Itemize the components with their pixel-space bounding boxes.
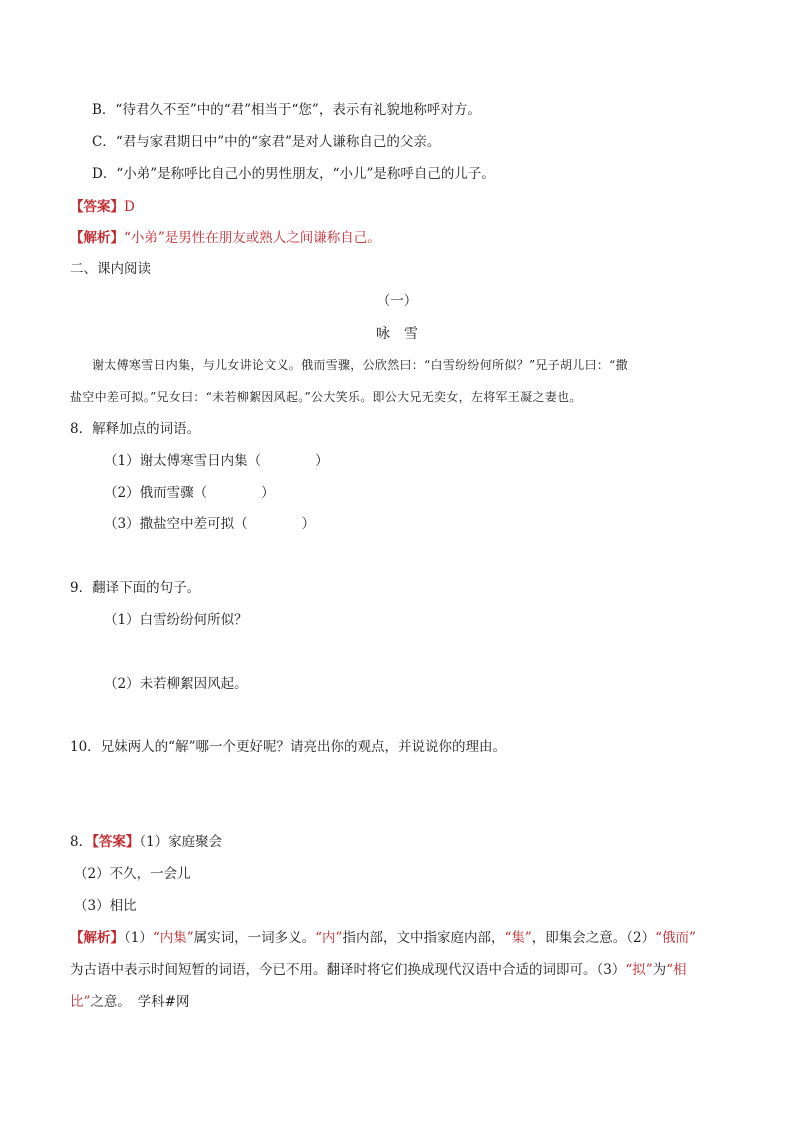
question-8-item-2: （2）俄而雪骤（ ）	[104, 485, 275, 501]
section-title: 二、课内阅读	[70, 261, 151, 277]
question-8-item-1: （1）谢太傅寒雪日内集（ ）	[104, 453, 329, 469]
question-9-stem: 9．翻译下面的句子。	[70, 580, 201, 596]
answer-8-item-3: （3）相比	[74, 898, 137, 914]
passage-title: 咏 雪	[376, 326, 418, 342]
highlight-term: 比”	[70, 994, 91, 1010]
analysis-tag: 【解析】	[70, 230, 124, 246]
passage-line-1: 谢太傅寒雪日内集，与儿女讲论文义。俄而雪骤，公欣然曰：“白雪纷纷何所似？”兄子胡儿曰：“撒	[92, 358, 628, 372]
passage-line-2: 盐空中差可拟。”兄女曰：“未若柳絮因风起。”公大笑乐。即公大兄无奕女，左将军王凝之妻也。	[70, 390, 582, 404]
analysis-8-tag: 【解析】	[70, 930, 124, 946]
answer-value: D	[124, 199, 135, 215]
answer-tag: 【答案】	[70, 199, 124, 215]
passage-number: （一）	[376, 293, 418, 309]
analysis-8-text: （1）	[124, 930, 153, 946]
answer-8-item-2: （2）不久，一会儿	[74, 866, 191, 882]
analysis-8-text: 属实词，一词多义。	[193, 930, 316, 946]
highlight-term: “内”	[315, 930, 343, 946]
option-b: B．“待君久不至”中的“君”相当于“您”，表示有礼貌地称呼对方。	[92, 102, 481, 118]
answer-8-tag: 【答案】	[92, 834, 140, 850]
analysis-8-line-2	[70, 960, 687, 980]
answer-8-number: 8．	[70, 834, 93, 850]
question-10-stem: 10．兄妹两人的“解”哪一个更好呢？请亮出你的观点，并说说你的理由。	[70, 739, 506, 755]
analysis-8-text: 之意。 学科#网	[90, 994, 190, 1010]
analysis-8-line-3	[70, 992, 189, 1012]
analysis-8-text: 为	[652, 962, 667, 978]
question-8-item-3: （3）撒盐空中差可拟（ ）	[104, 516, 316, 532]
analysis-8-text: 为古语中表示时间短暂的词语，今已不用。翻译时将它们换成现代汉语中合适的词即可。（3）	[70, 962, 626, 978]
highlight-term: “相	[666, 962, 687, 978]
answer-8-line	[70, 832, 222, 852]
analysis-line	[70, 228, 381, 248]
question-9-item-2: （2）未若柳絮因风起。	[104, 676, 248, 692]
question-8-stem: 8．解释加点的词语。	[70, 421, 201, 437]
option-d: D．“小弟”是称呼比自己小的男性朋友，“小儿”是称呼自己的儿子。	[92, 166, 495, 182]
analysis-8-text: ，即集会之意。（2）	[531, 930, 656, 946]
question-9-item-1: （1）白雪纷纷何所似？	[104, 612, 248, 628]
highlight-term: “俄而”	[655, 930, 696, 946]
analysis-text: “小弟”是男性在朋友或熟人之间谦称自己。	[124, 230, 381, 246]
highlight-term: “拟”	[625, 962, 653, 978]
answer-line	[70, 197, 135, 217]
analysis-8-text: 指内部，文中指家庭内部，	[342, 930, 505, 946]
answer-8-item-1: （1）家庭聚会	[139, 834, 223, 850]
analysis-8-line-1	[70, 928, 696, 948]
highlight-term: “内集”	[152, 930, 194, 946]
highlight-term: “集”	[504, 930, 532, 946]
option-c: C．“君与家君期日中”中的“家君”是对人谦称自己的父亲。	[92, 134, 441, 150]
